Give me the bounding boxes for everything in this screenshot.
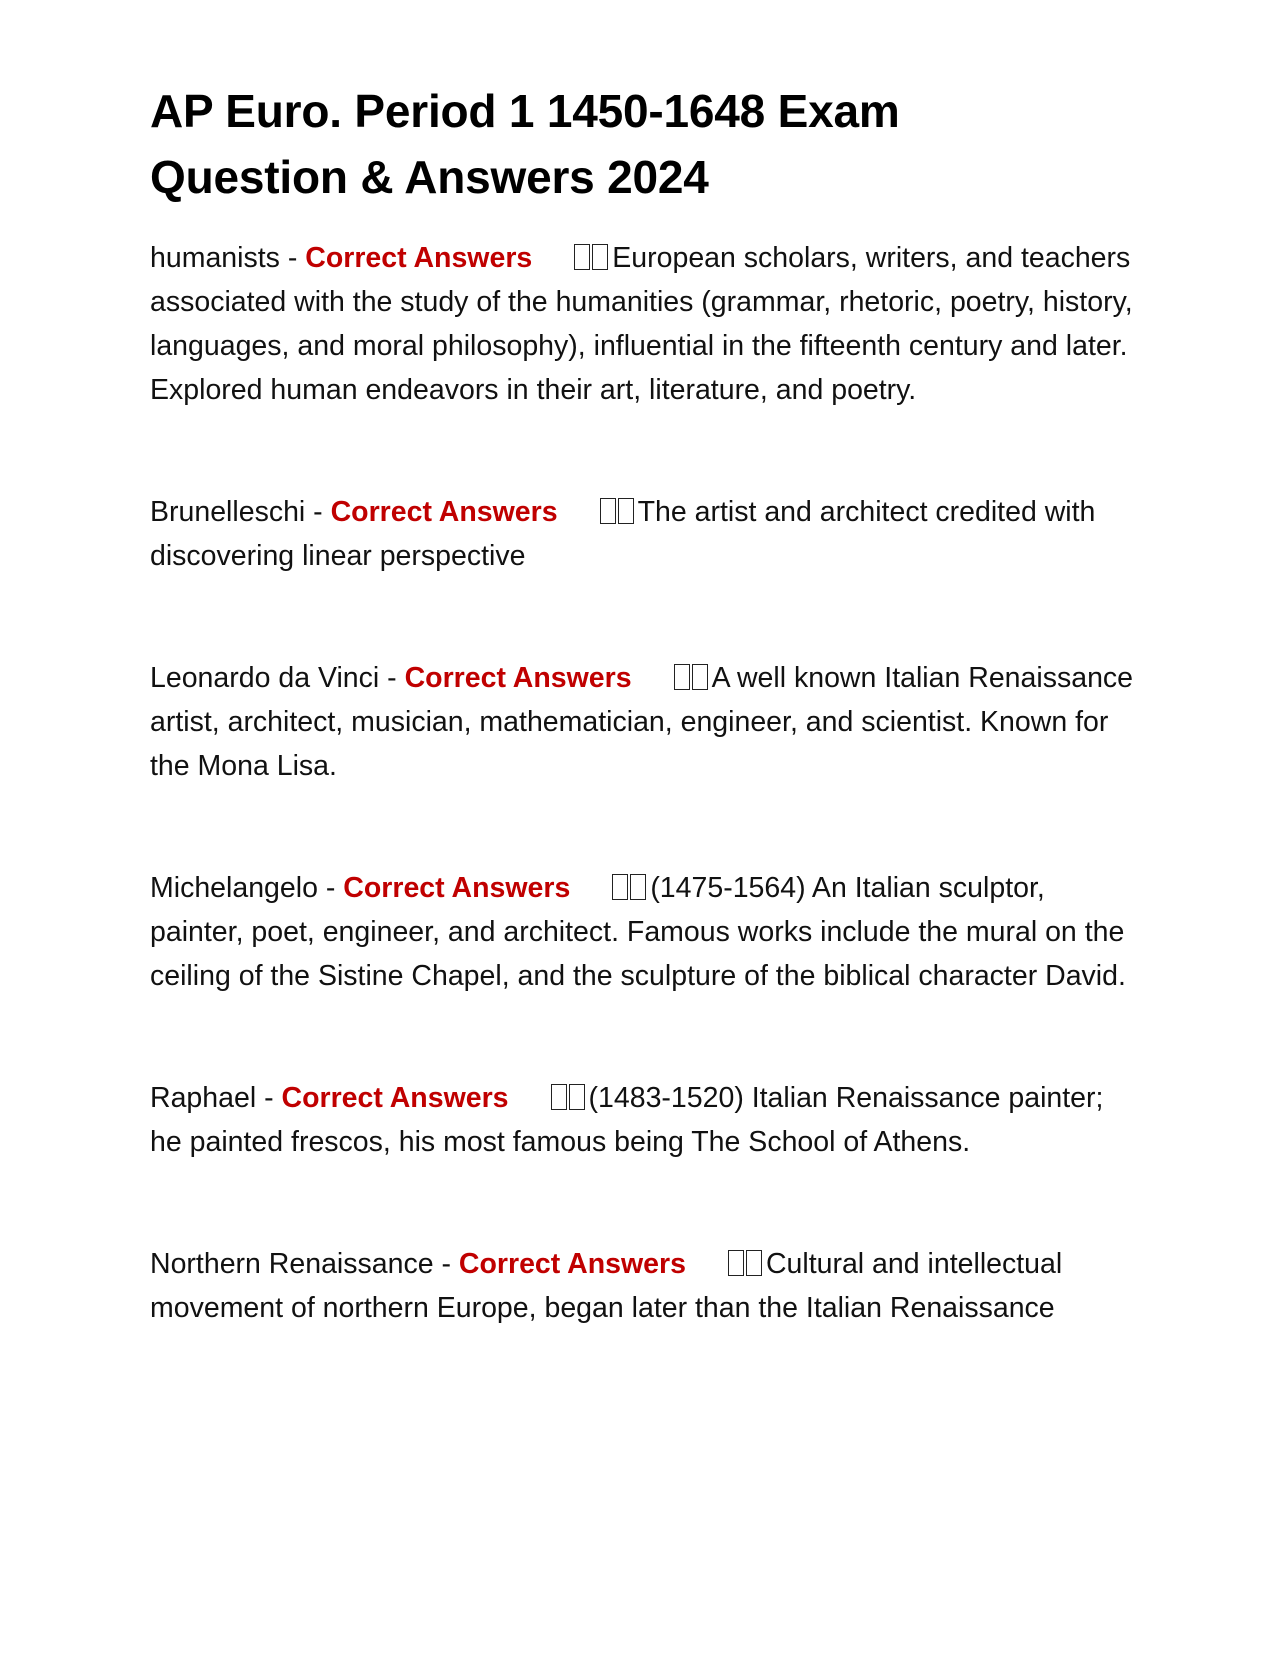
document-page xyxy=(150,78,1135,1408)
entry-definition: (1483-1520) Italian Renaissance painter; he painted frescos, his most famous being The School of Athens. xyxy=(150,1082,1104,1158)
title-line-1: AP Euro. Period 1 1450-1648 Exam xyxy=(150,85,900,137)
correct-answers-label: Correct Answers xyxy=(305,242,533,274)
entry-term: Raphael xyxy=(150,1082,257,1114)
entry-separator: - xyxy=(317,872,344,904)
entry-separator: - xyxy=(305,496,331,528)
missing-glyph-icon xyxy=(612,866,648,910)
entry-separator: - xyxy=(379,662,405,694)
qa-entry xyxy=(150,490,1135,578)
entry-definition: A well known Italian Renaissance artist, architect, musician, mathematician, engineer, and scientist. Known for the Mona Lisa. xyxy=(150,662,1134,782)
entry-separator: - xyxy=(279,242,306,274)
qa-entry xyxy=(150,1242,1135,1330)
entry-separator: - xyxy=(256,1082,282,1114)
entry-definition: European scholars, writers, and teachers associated with the study of the humanities (grammar, rhetoric, poetry, history, languages, and moral philosophy), influential in the fifteenth century and later. Explored human endeavors in their art, literature, and poetry. xyxy=(150,242,1133,406)
entry-term: Leonardo da Vinci xyxy=(150,662,380,694)
entry-term: Michelangelo xyxy=(150,872,318,904)
missing-glyph-icon xyxy=(600,490,636,534)
correct-answers-label: Correct Answers xyxy=(330,496,558,528)
missing-glyph-icon xyxy=(728,1242,764,1286)
qa-entry xyxy=(150,866,1135,998)
missing-glyph-icon xyxy=(674,656,710,700)
correct-answers-label: Correct Answers xyxy=(281,1082,509,1114)
qa-entry xyxy=(150,656,1135,788)
missing-glyph-icon xyxy=(551,1076,587,1120)
entry-term: Northern Renaissance xyxy=(150,1248,434,1280)
correct-answers-label: Correct Answers xyxy=(404,662,632,694)
entry-term: humanists xyxy=(150,242,280,274)
correct-answers-label: Correct Answers xyxy=(343,872,571,904)
entry-separator: - xyxy=(433,1248,459,1280)
document-title xyxy=(150,78,1135,210)
entry-definition: (1475-1564) An Italian sculptor, painter, poet, engineer, and architect. Famous works include the mural on the ceiling of the Sistine Chapel, and the sculpture of the biblical character David. xyxy=(150,872,1126,992)
entry-term: Brunelleschi xyxy=(150,496,306,528)
title-line-2: Question & Answers 2024 xyxy=(150,151,709,203)
qa-entry xyxy=(150,1076,1135,1164)
correct-answers-label: Correct Answers xyxy=(458,1248,686,1280)
missing-glyph-icon xyxy=(574,236,610,280)
qa-entry xyxy=(150,236,1135,412)
entry-definition: Cultural and intellectual movement of northern Europe, began later than the Italian Renaissance xyxy=(150,1248,1063,1324)
entry-definition: The artist and architect credited with discovering linear perspective xyxy=(150,496,1096,572)
